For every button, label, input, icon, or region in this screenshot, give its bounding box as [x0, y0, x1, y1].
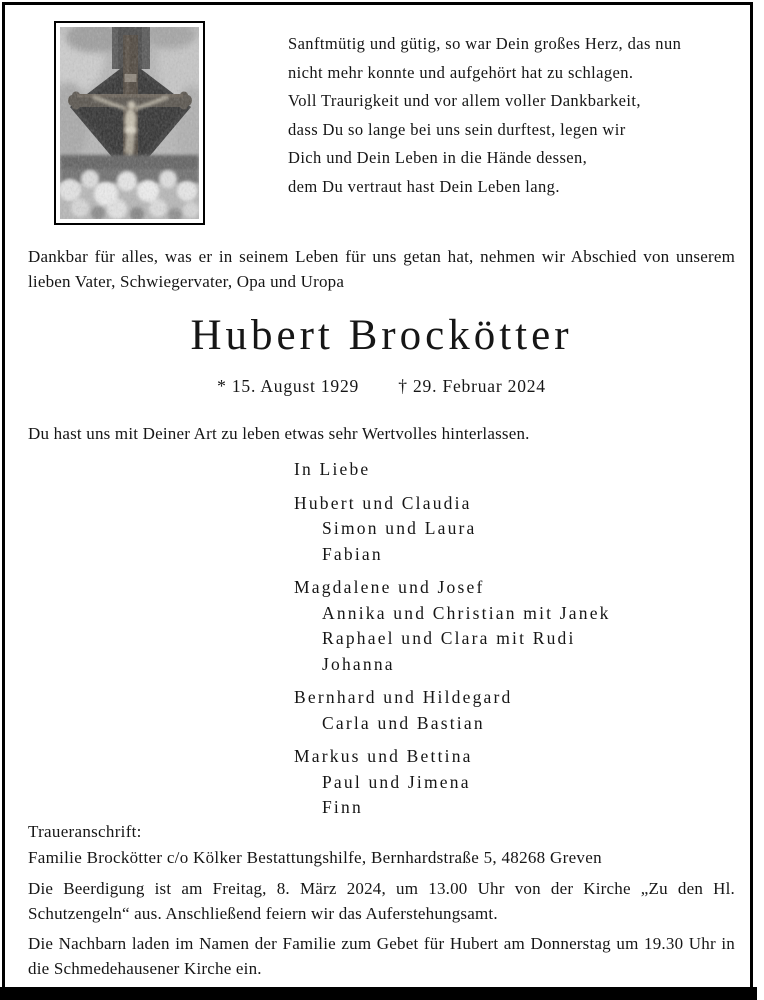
- family-member: Raphael und Clara mit Rudi: [322, 628, 576, 648]
- birth-date: * 15. August 1929: [217, 376, 360, 396]
- funeral-info-paragraph: Die Beerdigung ist am Freitag, 8. März 2024, um 13.00 Uhr von der Kirche „Zu den Hl. Schutzengeln“ aus. Anschließend feiern wir das Auferstehungsamt.: [28, 879, 735, 924]
- family-group: [294, 575, 611, 677]
- notice-bottom-rule: [0, 987, 757, 1000]
- family-group: [294, 685, 611, 736]
- family-member: Finn: [322, 797, 363, 817]
- death-date: † 29. Februar 2024: [398, 376, 546, 396]
- family-group-head: Markus und Bettina: [294, 746, 473, 766]
- family-member: Paul und Jimena: [322, 771, 471, 792]
- family-group: [294, 491, 611, 568]
- family-member: Simon und Laura: [322, 518, 477, 538]
- verse-line: Voll Traurigkeit und vor allem voller Dankbarkeit,: [288, 91, 641, 111]
- opening-verse: [288, 30, 681, 202]
- verse-line: Dich und Dein Leben in die Hände dessen,: [288, 148, 588, 168]
- family-member: Annika und Christian mit Janek: [322, 602, 611, 623]
- intro-paragraph: Dankbar für alles, was er in seinem Leben für uns getan hat, nehmen wir Abschied von unserem lieben Vater, Schwiegervater, Opa und Uropa: [28, 247, 735, 292]
- family-member: Carla und Bastian: [322, 712, 485, 733]
- verse-line: dem Du vertraut hast Dein Leben lang.: [288, 176, 560, 196]
- verse-line: nicht mehr konnte und aufgehört hat zu schlagen.: [288, 62, 634, 82]
- neighbors-info-paragraph: Die Nachbarn laden im Namen der Familie zum Gebet für Hubert am Donnerstag um 19.30 Uhr in die Schmedehausener Kirche ein.: [28, 934, 735, 979]
- legacy-line: Du hast uns mit Deiner Art zu leben etwas sehr Wertvolles hinterlassen.: [28, 424, 530, 443]
- family-list: [294, 457, 611, 821]
- verse-line: dass Du so lange bei uns sein durftest, legen wir: [288, 119, 626, 139]
- family-member: Johanna: [322, 653, 395, 674]
- mourning-address-label: Traueranschrift:: [28, 822, 142, 841]
- life-dates: [28, 376, 735, 397]
- deceased-name: Hubert Brockötter: [190, 312, 573, 359]
- family-group-head: Bernhard und Hildegard: [294, 687, 513, 707]
- family-group-head: Hubert und Claudia: [294, 492, 472, 513]
- family-group: [294, 744, 611, 821]
- family-salutation: In Liebe: [294, 459, 371, 479]
- mourning-address: Familie Brockötter c/o Kölker Bestattungshilfe, Bernhardstraße 5, 48268 Greven: [28, 847, 602, 867]
- mourning-address-block: [28, 819, 602, 870]
- family-member: Fabian: [322, 543, 383, 564]
- crucifix-photo: [54, 21, 205, 225]
- crucifix-photo-image: [60, 27, 199, 219]
- verse-line: Sanftmütig und gütig, so war Dein großes Herz, das nun: [288, 34, 682, 53]
- family-group-head: Magdalene und Josef: [294, 577, 485, 597]
